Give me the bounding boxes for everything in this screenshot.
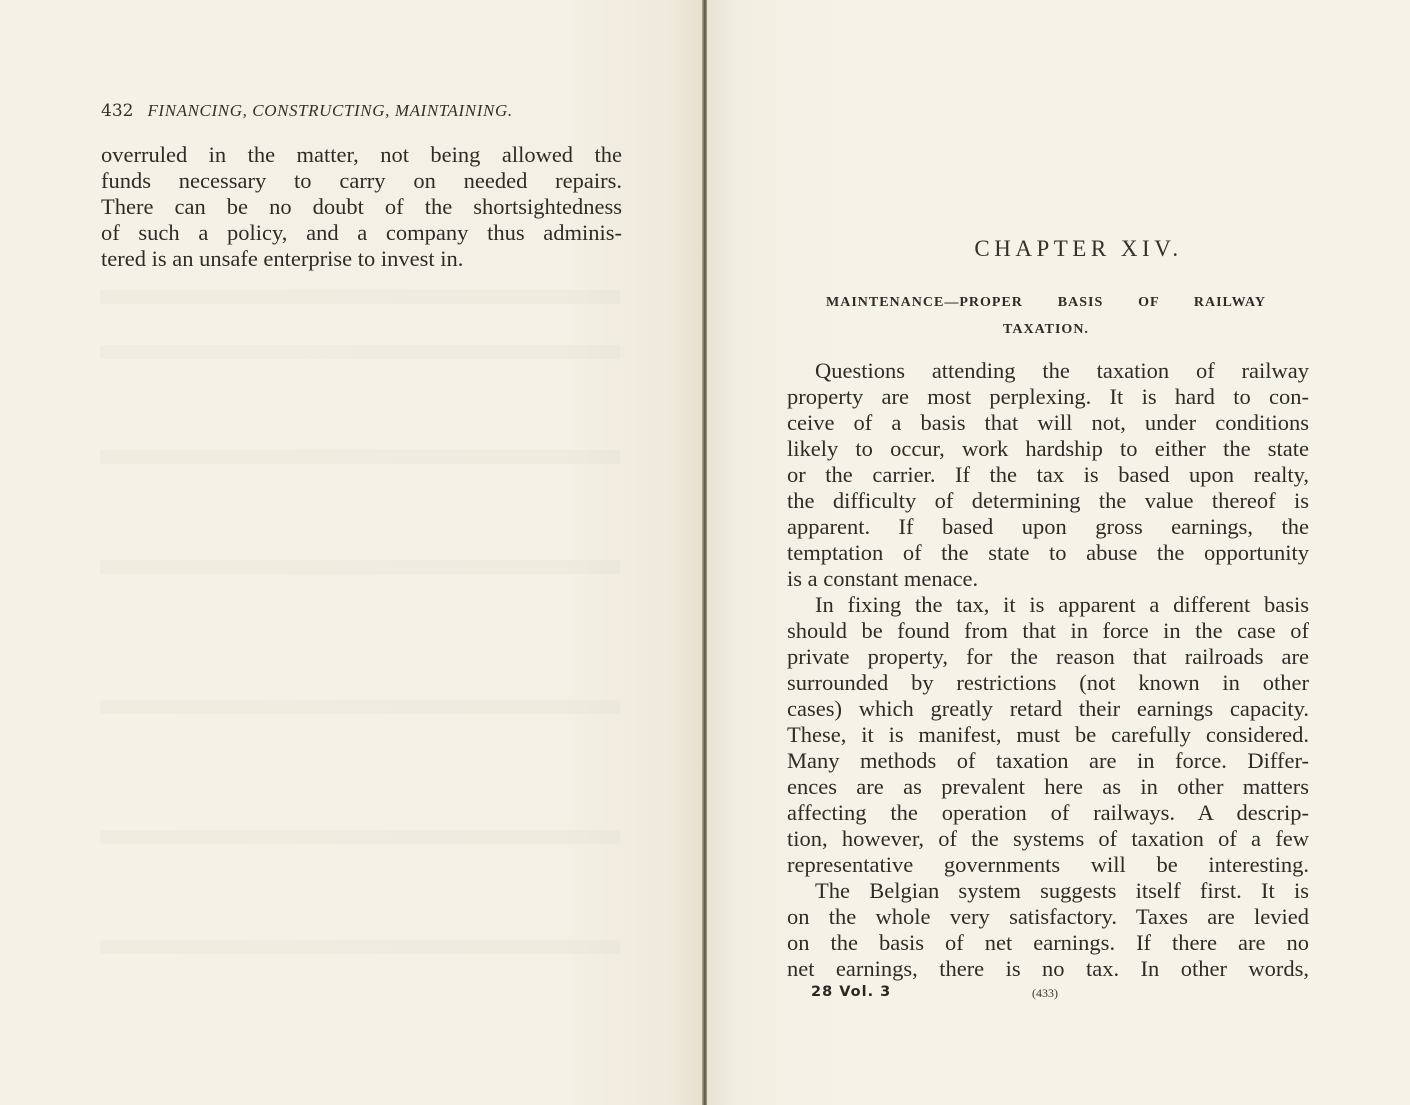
text-line: on the basis of net earnings. If there are no <box>787 930 1309 955</box>
signature-mark: 28 Vol. 3 <box>811 984 892 1000</box>
text-line: cases) which greatly retard their earnings capacity. <box>787 696 1309 721</box>
text-line: apparent. If based upon gross earnings, the <box>787 514 1309 539</box>
text-line: Questions attending the taxation of railway <box>815 358 1309 383</box>
paragraph <box>787 358 1309 592</box>
text-line: should be found from that in force in the case of <box>787 618 1309 643</box>
text-line: or the carrier. If the tax is based upon realty, <box>787 462 1309 487</box>
chapter-title: CHAPTER XIV. <box>974 236 1183 261</box>
text-line: There can be no doubt of the shortsightedness <box>101 194 622 219</box>
text-line: Many methods of taxation are in force. Differ- <box>787 748 1309 773</box>
text-line: These, it is manifest, must be carefully considered. <box>787 722 1309 747</box>
text-line: tion, however, of the systems of taxation of a few <box>787 826 1309 851</box>
text-line: The Belgian system suggests itself first. It is <box>815 878 1309 903</box>
text-line: the difficulty of determining the value thereof is <box>787 488 1309 513</box>
bleed-through <box>100 830 620 844</box>
left-page <box>0 0 703 1105</box>
bleed-through <box>100 940 620 954</box>
text-line: is a constant menace. <box>787 566 979 591</box>
running-head-title: FINANCING, CONSTRUCTING, MAINTAINING. <box>147 101 513 120</box>
text-line: affecting the operation of railways. A descrip- <box>787 800 1309 825</box>
chapter-subtitle-line: MAINTENANCE—PROPER BASIS OF RAILWAY <box>826 295 1266 310</box>
paragraph <box>787 878 1309 982</box>
text-line: private property, for the reason that railroads are <box>787 644 1309 669</box>
text-line: representative governments will be interesting. <box>787 852 1309 877</box>
bleed-through <box>100 560 620 574</box>
text-line: on the whole very satisfactory. Taxes are levied <box>787 904 1309 929</box>
text-line: property are most perplexing. It is hard to con- <box>787 384 1309 409</box>
bleed-through <box>100 345 620 359</box>
running-head <box>101 100 631 122</box>
text-line: In fixing the tax, it is apparent a different basis <box>815 592 1309 617</box>
text-line: net earnings, there is no tax. In other words, <box>787 956 1309 981</box>
text-line: overruled in the matter, not being allowed the <box>101 142 622 167</box>
text-line: surrounded by restrictions (not known in other <box>787 670 1309 695</box>
text-line: tered is an unsafe enterprise to invest in. <box>101 246 464 271</box>
bleed-through <box>100 700 620 714</box>
paragraph <box>787 592 1309 878</box>
right-page-body <box>787 358 1309 982</box>
text-line: of such a policy, and a company thus adminis- <box>101 220 622 245</box>
text-line: funds necessary to carry on needed repairs. <box>101 168 622 193</box>
bleed-through <box>100 450 620 464</box>
bleed-through <box>100 290 620 304</box>
chapter-subtitle-line: TAXATION. <box>1003 322 1089 337</box>
text-line: ences are as prevalent here as in other matters <box>787 774 1309 799</box>
chapter-subtitle <box>826 289 1266 343</box>
left-page-body <box>101 142 622 272</box>
page-number-left: 432 <box>101 101 134 121</box>
page-number-right: (433) <box>1032 986 1058 1000</box>
text-line: likely to occur, work hardship to either the state <box>787 436 1309 461</box>
text-line: ceive of a basis that will not, under conditions <box>787 410 1309 435</box>
text-line: temptation of the state to abuse the opportunity <box>787 540 1309 565</box>
